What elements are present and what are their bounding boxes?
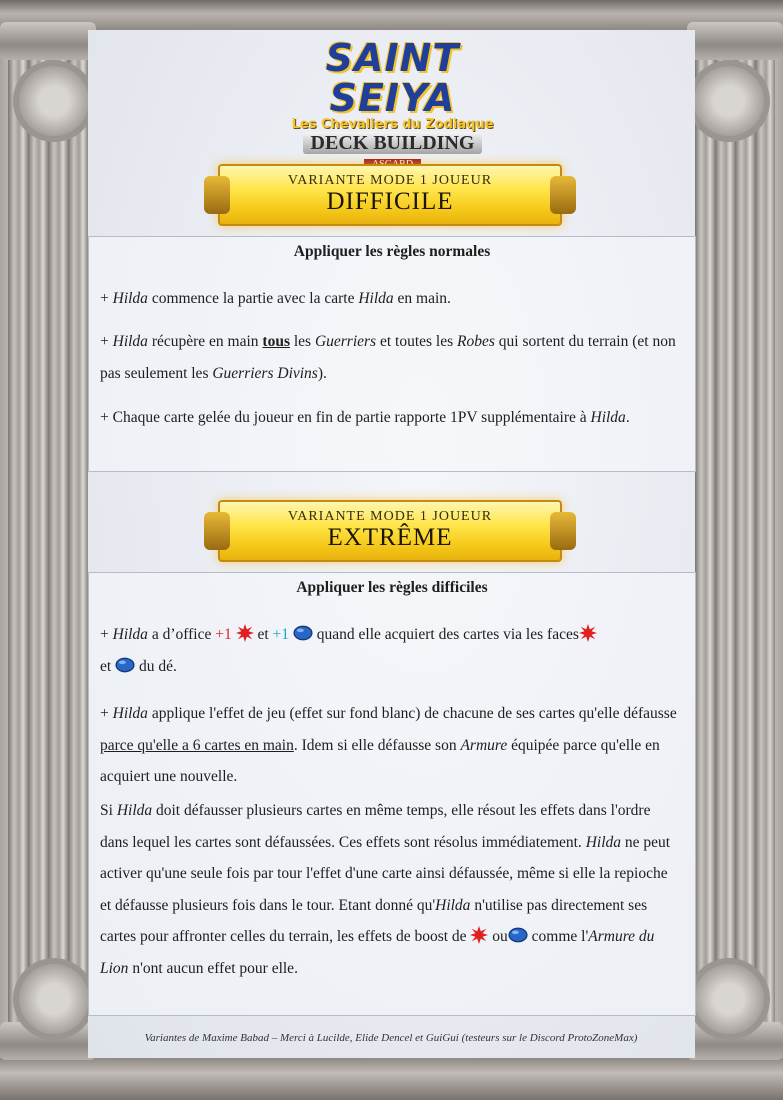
pillar-capital-top-right <box>687 22 783 60</box>
logo-game: DECK BUILDING <box>303 132 483 154</box>
rules-box-difficile <box>88 236 696 472</box>
rules-box-extreme <box>88 572 696 1016</box>
section-heading: Appliquer les règles difficiles <box>296 579 488 596</box>
banner-subtitle: VARIANTE MODE 1 JOUEUR <box>287 509 493 524</box>
pillar-ornament-top-right <box>688 60 770 142</box>
rule-paragraph: Si Hilda doit défausser plusieurs cartes en même temps, elle résout les effets dans l'ordre dans lequel les cartes sont défaussées. Ces effets sont résolus immédiatement. Hilda ne peut activer qu'une seule fois par tour l'effet d'une carte ainsi défaussée, même si elle la repioche et défausse plusieurs fois dans le tour. Etant donné qu'Hilda n'utilise pas directement ses cartes pour affronter celles du terrain, les effets de boost de ou comme l'Armure du Lion n'ont aucun effet pour elle. <box>100 802 671 977</box>
rule-paragraph: + Hilda récupère en main tous les Guerriers et toutes les Robes qui sortent du terrain (et non pas seulement les Guerriers Divins). <box>100 333 676 382</box>
rule-paragraph: + Hilda a d’office +1 et +1 quand elle acquiert des cartes via les faces et du dé. <box>100 619 681 682</box>
game-logo <box>270 36 515 154</box>
red-burst-icon <box>470 926 488 944</box>
pillar-ornament-top-left <box>13 60 95 142</box>
blue-gem-icon <box>508 927 528 943</box>
stone-frame-bottom <box>0 1058 783 1100</box>
pillar-ornament-bottom-left <box>13 958 95 1040</box>
logo-title: SAINT SEIYA <box>325 36 460 120</box>
footer-credits: Variantes de Maxime Babad – Merci à Lucilde, Elide Dencel et GuiGui (testeurs sur le Discord ProtoZoneMax) <box>144 1032 638 1044</box>
banner-subtitle: VARIANTE MODE 1 JOUEUR <box>287 173 493 188</box>
logo-subtitle: Les Chevaliers du Zodiaque <box>291 117 494 132</box>
red-burst-icon <box>236 624 254 642</box>
pillar-ornament-bottom-right <box>688 958 770 1040</box>
rule-paragraph: + Hilda commence la partie avec la carte Hilda en main. <box>100 290 451 307</box>
right-pillar <box>695 30 775 1058</box>
section-heading: Appliquer les règles normales <box>293 243 491 260</box>
rule-paragraph: + Hilda applique l'effet de jeu (effet sur fond blanc) de chacune de ses cartes qu'elle défausse parce qu'elle a 6 cartes en main. Idem si elle défausse son Armure équipée parce qu'elle en acquiert une nouvelle. <box>100 705 677 785</box>
left-pillar <box>8 30 88 1058</box>
blue-gem-icon <box>115 657 135 673</box>
banner-difficile <box>204 160 576 230</box>
stone-frame-top <box>0 0 783 30</box>
blue-gem-icon <box>293 625 313 641</box>
rule-paragraph: + Chaque carte gelée du joueur en fin de partie rapporte 1PV supplémentaire à Hilda. <box>100 409 630 426</box>
banner-extreme <box>204 496 576 566</box>
pillar-capital-top-left <box>0 22 96 60</box>
banner-title: EXTRÊME <box>327 524 453 551</box>
red-burst-icon <box>579 624 597 642</box>
banner-title: DIFFICILE <box>326 188 454 215</box>
